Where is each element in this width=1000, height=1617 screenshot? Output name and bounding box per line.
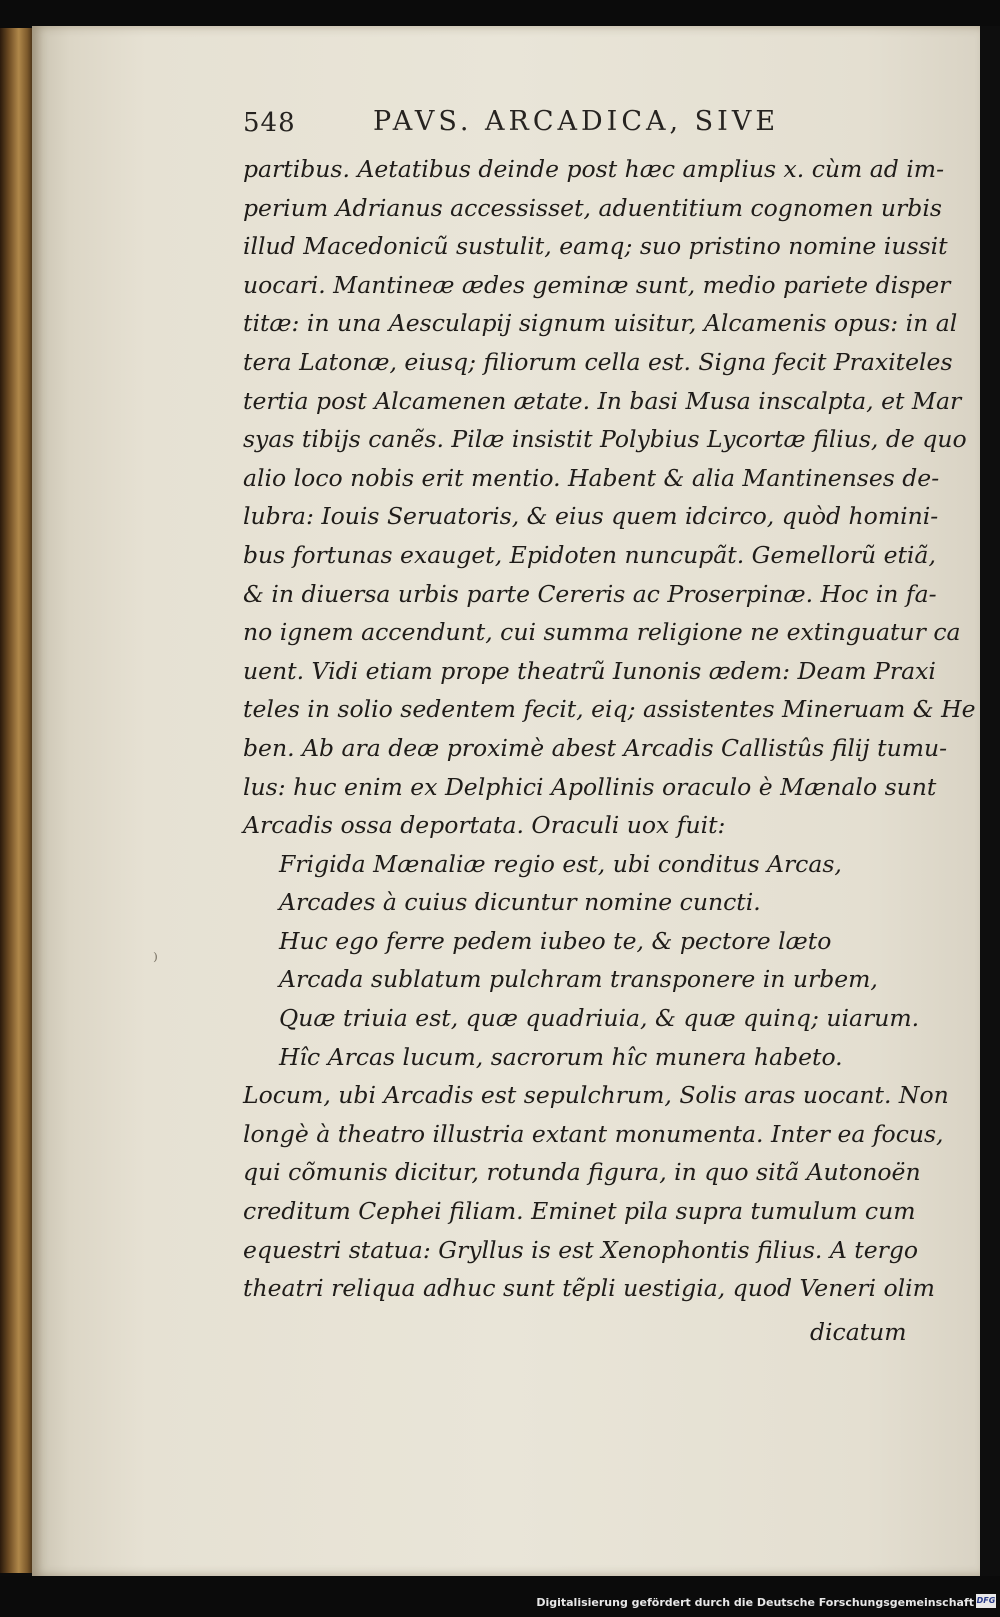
running-head: [243, 104, 863, 148]
scan-right-border: [980, 26, 1000, 1576]
verse-line: Quæ triuia est, quæ quadriuia, & quæ quinq; uiarum.: [279, 1004, 920, 1033]
text-line: lus: huc enim ex Delphici Apollinis oraculo è Mænalo sunt: [243, 772, 937, 801]
text-line: creditum Cephei filiam. Eminet pila supra tumulum cum: [243, 1197, 916, 1226]
verse-line: Arcades à cuius dicuntur nomine cuncti.: [279, 888, 761, 917]
running-title: PAVS. ARCADICA, SIVE: [373, 106, 780, 137]
text-line: ben. Ab ara deæ proximè abest Arcadis Callistûs filij tumu-: [243, 733, 948, 762]
main-text: [243, 150, 976, 1308]
text-line: perium Adrianus accessisset, aduentitium cognomen urbis: [243, 193, 942, 222]
page-number: 548: [243, 108, 296, 138]
text-line: Locum, ubi Arcadis est sepulchrum, Solis aras uocant. Non: [243, 1081, 949, 1110]
margin-mark: ⁾: [153, 948, 158, 972]
verse-line: Arcada sublatum pulchram transponere in urbem,: [279, 965, 878, 994]
scan-top-border: [0, 0, 1000, 28]
text-line: bus fortunas exauget, Epidoten nuncupãt. Gemellorũ etiã,: [243, 540, 936, 569]
verse-line: Hîc Arcas lucum, sacrorum hîc munera habeto.: [279, 1042, 843, 1071]
text-line: uocari. Mantineæ ædes geminæ sunt, medio pariete disper: [243, 270, 951, 299]
text-line: tera Latonæ, eiusq; filiorum cella est. Signa fecit Praxiteles: [243, 347, 953, 376]
text-line: qui cõmunis dicitur, rotunda figura, in quo sitã Autonoën: [243, 1158, 921, 1187]
text-line: alio loco nobis erit mentio. Habent & alia Mantinenses de-: [243, 463, 940, 492]
digitization-credit: Digitalisierung gefördert durch die Deutsche Forschungsgemeinschaft: [536, 1596, 974, 1609]
text-line: no ignem accendunt, cui summa religione ne extinguatur ca: [243, 618, 961, 647]
dfg-logo-icon: DFG: [976, 1594, 996, 1608]
verse-line: Frigida Mænaliæ regio est, ubi conditus Arcas,: [279, 849, 842, 878]
text-line: titæ: in una Aesculapij signum uisitur, Alcamenis opus: in al: [243, 309, 958, 338]
text-line: equestri statua: Gryllus is est Xenophontis filius. A tergo: [243, 1235, 919, 1264]
text-line: & in diuersa urbis parte Cereris ac Proserpinæ. Hoc in fa-: [243, 579, 937, 608]
book-spine: [0, 28, 34, 1573]
text-line: teles in solio sedentem fecit, eiq; assistentes Mineruam & He: [243, 695, 976, 724]
text-line: syas tibijs canẽs. Pilæ insistit Polybius Lycortæ filius, de quo: [243, 425, 967, 454]
text-line: longè à theatro illustria extant monumenta. Inter ea focus,: [243, 1119, 944, 1148]
text-line: theatri reliqua adhuc sunt tẽpli uestigia, quod Veneri olim: [243, 1274, 935, 1303]
text-line: Arcadis ossa deportata. Oraculi uox fuit:: [243, 811, 726, 840]
verse-line: Huc ego ferre pedem iubeo te, & pectore læto: [279, 926, 832, 955]
text-line: illud Macedonicũ sustulit, eamq; suo pristino nomine iussit: [243, 232, 948, 261]
text-line: lubra: Iouis Seruatoris, & eius quem idcirco, quòd homini-: [243, 502, 939, 531]
text-line: tertia post Alcamenen ætate. In basi Musa inscalpta, et Mar: [243, 386, 962, 415]
text-line: partibus. Aetatibus deinde post hæc amplius x. cùm ad im-: [243, 155, 945, 183]
text-line: uent. Vidi etiam prope theatrũ Iunonis ædem: Deam Praxi: [243, 656, 936, 685]
catchword: dicatum: [810, 1318, 907, 1346]
